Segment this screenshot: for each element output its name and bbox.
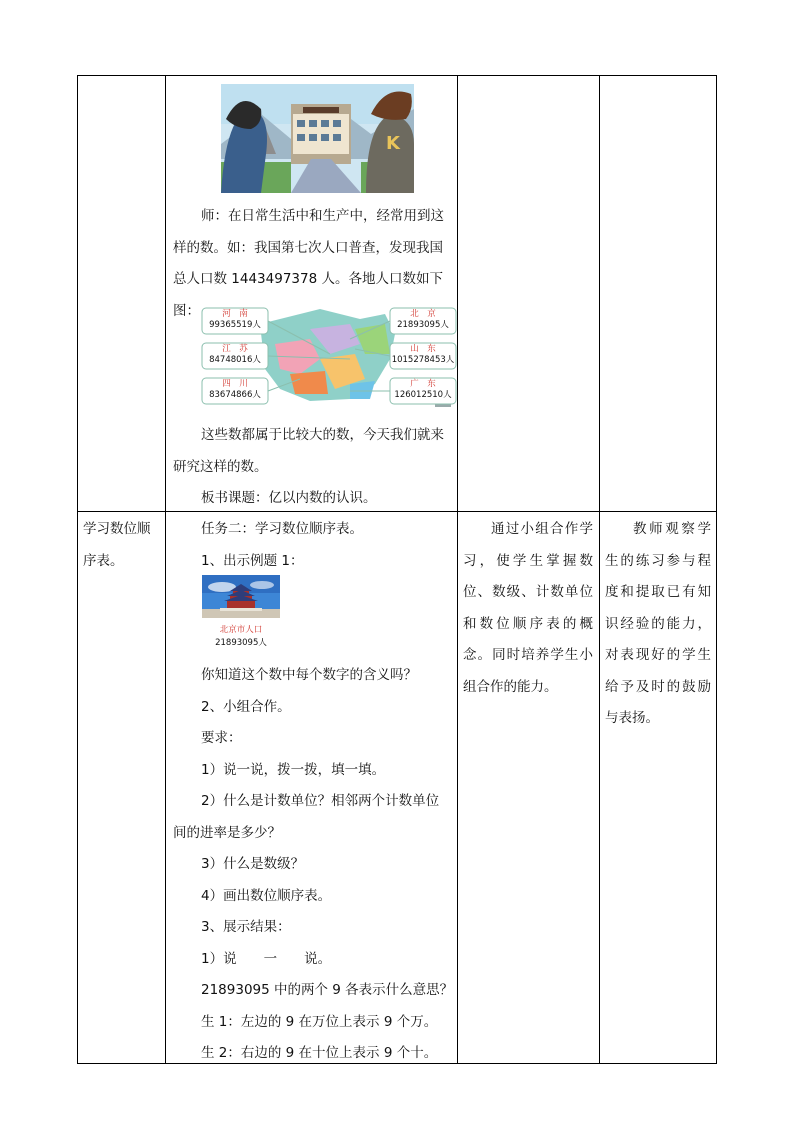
- map-label-guangdong-count: 126012510人: [394, 390, 452, 400]
- map-label-jiangsu-province: 江 苏: [222, 344, 248, 354]
- teacher-intro-text: 师：在日常生活中和生产中，经常用到这样的数。如：我国第七次人口普查，发现我国总人口数 1443497378 人。各地人口数如下图：: [173, 208, 444, 319]
- show-results: 3、展示结果：: [201, 919, 291, 935]
- table-border-top: [77, 75, 717, 76]
- task-cell-top: [173, 514, 455, 577]
- lesson-table: [77, 75, 717, 1064]
- requirement-1: 1）说一说，拨一拨，填一填。: [201, 761, 386, 778]
- column-divider-3: [599, 75, 600, 1064]
- requirement-2b: 间的进率是多少？: [173, 824, 281, 841]
- requirement-2a: 2）什么是计数单位？相邻两个计数单位: [201, 793, 440, 809]
- stage-cell: [83, 514, 161, 577]
- big-numbers-line-2: 研究这样的数。: [173, 458, 268, 475]
- photo-caption: 北京市人口: [219, 625, 263, 635]
- map-label-guangdong-province: 广 东: [410, 379, 436, 389]
- task-title: 任务二：学习数位顺序表。: [201, 521, 363, 537]
- map-label-henan-province: 河 南: [222, 309, 248, 319]
- map-label-sichuan-count: 83674866人: [209, 390, 261, 400]
- table-border-right: [716, 75, 717, 1064]
- design-intent: 通过小组合作学习，使学生掌握数位、数级、计数单位和数位顺序表的概念。同时培养学生小组合作的能力。: [463, 521, 593, 695]
- requirement-3: 3）什么是数级？: [201, 856, 305, 872]
- map-label-sichuan-province: 四 川: [222, 379, 248, 389]
- stage-label: 学习数位顺序表。: [83, 521, 151, 569]
- student-1-answer: 生 1：左边的 9 在万位上表示 9 个万。: [201, 1013, 438, 1030]
- question-text: 你知道这个数中每个数字的含义吗？: [201, 667, 417, 683]
- map-label-sichuan: [202, 379, 268, 401]
- map-label-shandong: [390, 344, 456, 366]
- requirements-label: 要求：: [201, 730, 242, 746]
- nines-question: 21893095 中的两个 9 各表示什么意思？: [201, 982, 454, 998]
- map-label-shandong-province: 山 东: [410, 344, 436, 354]
- map-label-jiangsu-count: 84748016人: [209, 355, 261, 365]
- photo-number: 21893095人: [215, 638, 267, 648]
- map-label-henan: [202, 309, 268, 331]
- cartoon-school-image: [221, 84, 414, 197]
- board-title: 板书课题：亿以内数的认识。: [201, 490, 377, 506]
- big-numbers-line-1: 这些数都属于比较大的数，今天我们就来: [201, 427, 444, 443]
- say-heading: 1）说 一 说。: [201, 950, 332, 967]
- temple-of-heaven-photo: [202, 575, 280, 618]
- table-border-left: [77, 75, 78, 1064]
- map-label-henan-count: 99365519人: [209, 320, 261, 330]
- map-label-beijing: [390, 309, 456, 331]
- svg-text:K: K: [386, 133, 400, 154]
- map-label-guangdong: [390, 379, 456, 401]
- assessment: 教师观察学生的练习参与程度和提取已有知识经验的能力，对表现好的学生给予及时的鼓励与表扬。: [605, 521, 711, 726]
- map-label-shandong-count: 1015278453人: [391, 355, 455, 365]
- column-divider-2: [457, 75, 458, 1064]
- student-2-answer: 生 2：右边的 9 在十位上表示 9 个十。: [201, 1045, 438, 1061]
- task-cell-bottom: [173, 660, 455, 1070]
- group-work: 2、小组合作。: [201, 698, 291, 715]
- map-label-beijing-count: 21893095人: [397, 320, 449, 330]
- china-population-map: [200, 299, 458, 417]
- row1-closing: [173, 420, 455, 515]
- map-label-jiangsu: [202, 344, 268, 366]
- example-label: 1、出示例题 1：: [201, 552, 304, 569]
- column-divider-1: [165, 75, 166, 1064]
- requirement-4: 4）画出数位顺序表。: [201, 887, 332, 904]
- map-label-beijing-province: 北 京: [410, 309, 436, 319]
- beijing-photo-card: [202, 575, 282, 649]
